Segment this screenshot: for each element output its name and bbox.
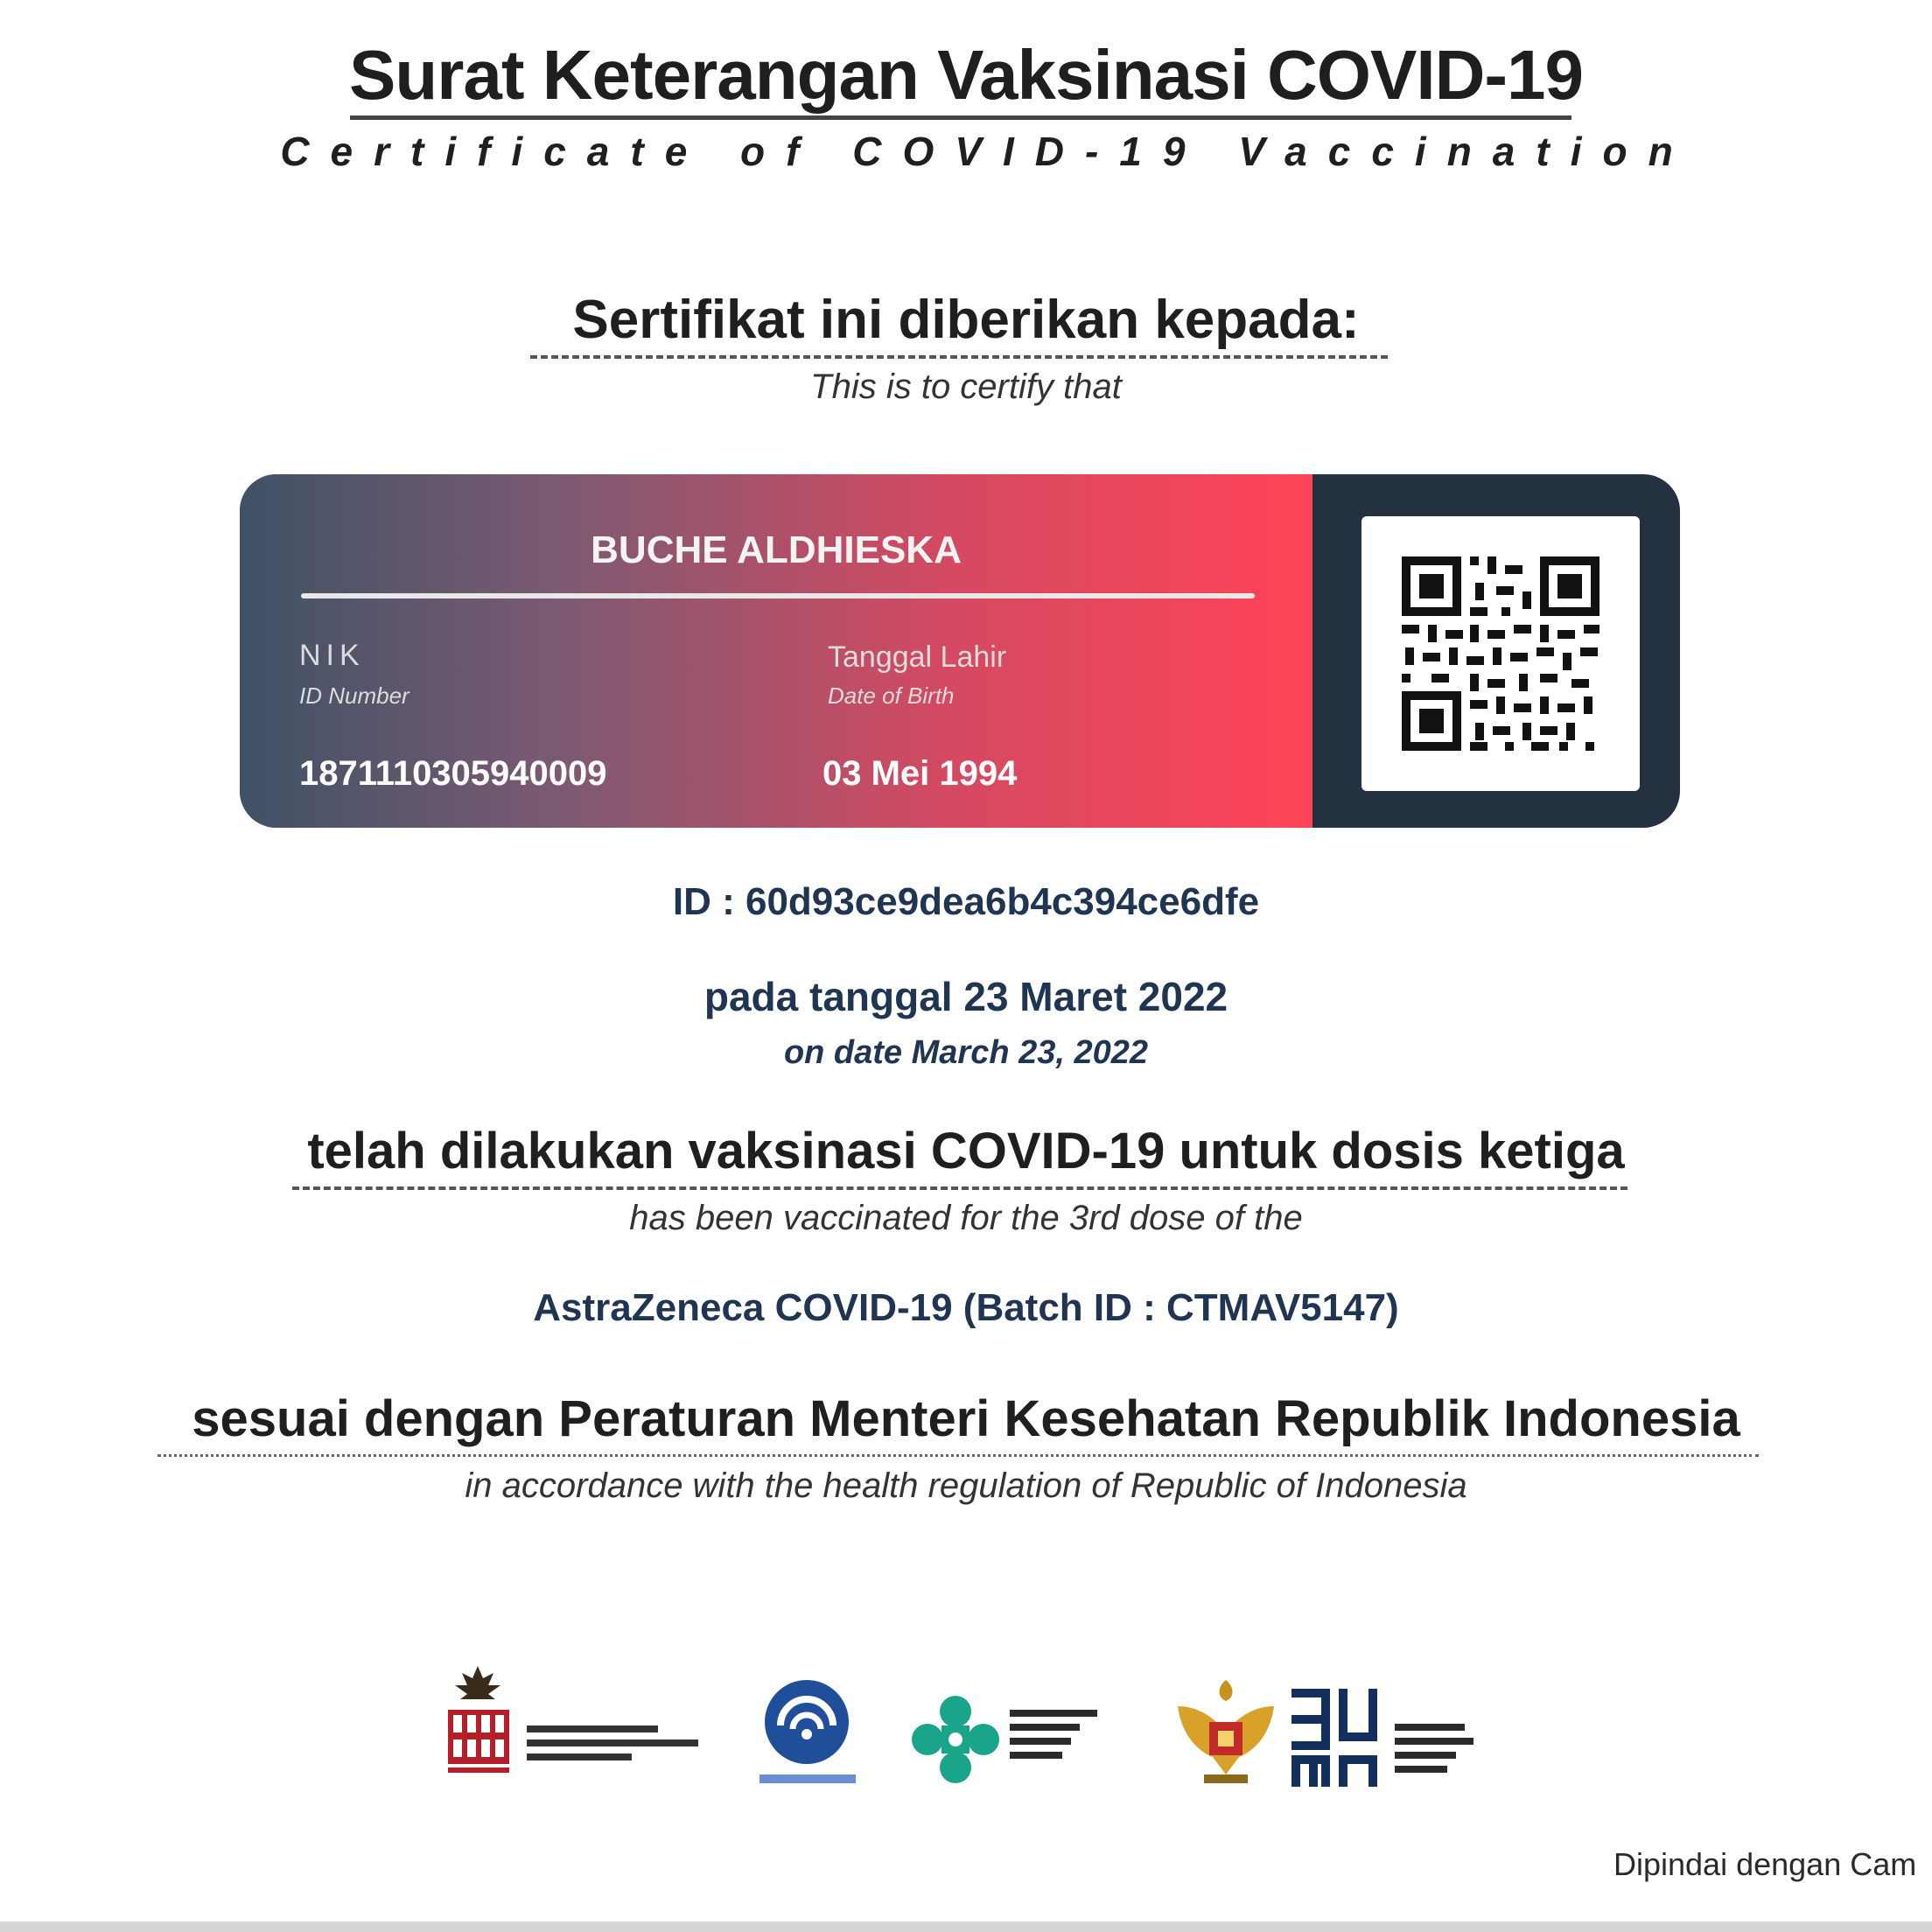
regulation-statement-en: in accordance with the health regulation of Republic of Indonesia	[465, 1466, 1467, 1505]
nik-label: NIK	[299, 639, 365, 672]
qr-code-icon[interactable]	[1362, 516, 1640, 791]
dob-value: 03 Mei 1994	[822, 754, 1018, 793]
regulation-statement: sesuai dengan Peraturan Menteri Kesehatan Republik Indonesia	[192, 1390, 1740, 1447]
vaccine-batch: AstraZeneca COVID-19 (Batch ID : CTMAV5147)	[533, 1286, 1399, 1329]
vaccination-date: pada tanggal 23 Maret 2022	[704, 974, 1228, 1019]
vaccination-statement-en: has been vaccinated for the 3rd dose of the	[629, 1199, 1303, 1237]
bumn-logo	[1288, 1680, 1480, 1798]
kpcpen-logo	[443, 1659, 705, 1795]
holder-name: BUCHE ALDHIESKA	[591, 528, 962, 571]
vaccination-date-en: on date March 23, 2022	[783, 1034, 1149, 1071]
certificate-subtitle: Certificate of COVID-19 Vaccination	[280, 129, 1694, 174]
certificate-id: ID : 60d93ce9dea6b4c394ce6dfe	[672, 880, 1260, 923]
name-divider	[301, 593, 1255, 598]
dob-sublabel: Date of Birth	[828, 682, 955, 709]
kemenkes-logo	[906, 1689, 1116, 1798]
vaccination-divider	[292, 1186, 1628, 1190]
kominfo-logo	[754, 1671, 868, 1798]
certify-divider	[530, 355, 1388, 359]
garuda-logo	[1169, 1671, 1283, 1798]
bottom-border	[0, 1922, 1932, 1932]
vaccination-statement: telah dilakukan vaksinasi COVID-19 untuk dosis ketiga	[307, 1123, 1625, 1180]
certify-heading: Sertifikat ini diberikan kepada:	[572, 290, 1360, 350]
scan-watermark: Dipindai dengan Cam	[1614, 1846, 1917, 1882]
nik-value: 1871110305940009	[299, 754, 607, 793]
title-divider	[350, 116, 1572, 120]
certificate-title: Surat Keterangan Vaksinasi COVID-19	[349, 36, 1583, 114]
holder-card	[240, 474, 1680, 828]
regulation-divider	[158, 1454, 1759, 1457]
dob-label: Tanggal Lahir	[828, 640, 1007, 674]
certify-subheading: This is to certify that	[810, 368, 1122, 406]
nik-sublabel: ID Number	[299, 682, 410, 709]
